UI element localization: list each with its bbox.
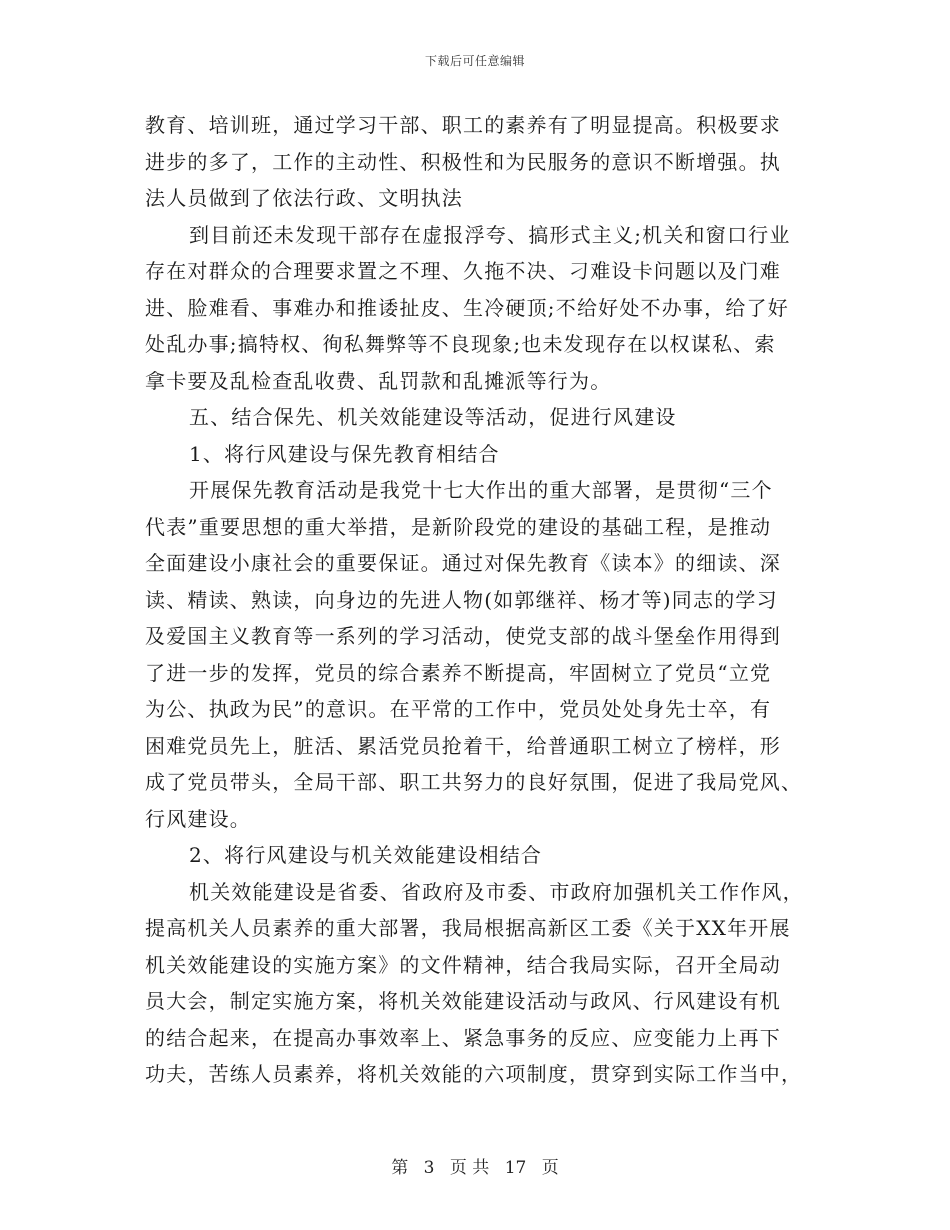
text-line: 提高机关人员素养的重大部署，我局根据高新区工委《关于XX年开展 [145,916,791,940]
text-line: 开展保先教育活动是我党十七大作出的重大部署，是贯彻“三个 [189,478,773,502]
footer-prefix: 第 [391,1158,409,1178]
text-line: 拿卡要及乱检查乱收费、乱罚款和乱摊派等行为。 [145,368,612,393]
text-line: 为公、执政为民”的意识。在平常的工作中，党员处处身先士卒，有 [145,697,772,721]
text-line: 处乱办事;搞特权、徇私舞弊等不良现象;也未发现存在以权谋私、索 [145,332,776,356]
footer-current-page: 3 [423,1158,435,1178]
footer-total-pages: 17 [504,1158,527,1178]
text-line: 2、将行风建设与机关效能建设相结合 [189,843,543,867]
text-line: 存在对群众的合理要求置之不理、久拖不决、刁难设卡问题以及门难 [145,259,781,283]
footer-suffix: 页 [541,1158,559,1178]
text-line: 的结合起来，在提高办事效率上、紧急事务的反应、应变能力上再下 [145,1025,781,1050]
page-header: 下载后可任意编辑 [424,54,525,68]
text-line: 行风建设。 [145,806,251,831]
text-line: 五、结合保先、机关效能建设等活动，促进行风建设 [189,405,677,429]
text-line: 机关效能建设的实施方案》的文件精神，结合我局实际，召开全局动 [145,952,781,977]
text-line: 进步的多了，工作的主动性、积极性和为民服务的意识不断增强。执 [145,149,781,174]
text-line: 全面建设小康社会的重要保证。通过对保先教育《读本》的细读、深 [145,551,781,575]
text-line: 教育、培训班，通过学习干部、职工的素养有了明显提高。积极要求 [145,113,781,137]
text-line: 法人员做到了依法行政、文明执法 [145,186,463,210]
text-line: 了进一步的发挥，党员的综合素养不断提高，牢固树立了党员“立党 [145,660,772,685]
text-line: 困难党员先上，脏活、累活党员抢着干，给普通职工树立了榜样，形 [145,733,781,758]
text-line: 读、精读、熟读，向身边的先进人物(如郭继祥、杨才等)同志的学习 [145,587,778,612]
document-body [145,107,810,1093]
page-footer [0,1153,950,1178]
text-line: 功夫，苦练人员素养，将机关效能的六项制度，贯穿到实际工作当中， [145,1062,803,1086]
footer-middle: 页 共 [449,1158,490,1178]
text-line: 到目前还未发现干部存在虚报浮夸、搞形式主义;机关和窗口行业 [189,222,791,247]
text-line: 员大会，制定实施方案，将机关效能建设活动与政风、行风建设有机 [145,989,781,1013]
text-line: 代表”重要思想的重大举措，是新阶段党的建设的基础工程，是推动 [145,514,772,539]
text-line: 及爱国主义教育等一系列的学习活动，使党支部的战斗堡垒作用得到 [145,624,781,648]
text-line: 1、将行风建设与保先教育相结合 [189,441,500,466]
text-line: 进、脸难看、事难办和推诿扯皮、生冷硬顶;不给好处不办事，给了好 [145,295,789,320]
text-line: 机关效能建设是省委、省政府及市委、市政府加强机关工作作风， [189,879,804,904]
text-line: 成了党员带头，全局干部、职工共努力的良好氛围，促进了我局党风、 [145,770,803,794]
